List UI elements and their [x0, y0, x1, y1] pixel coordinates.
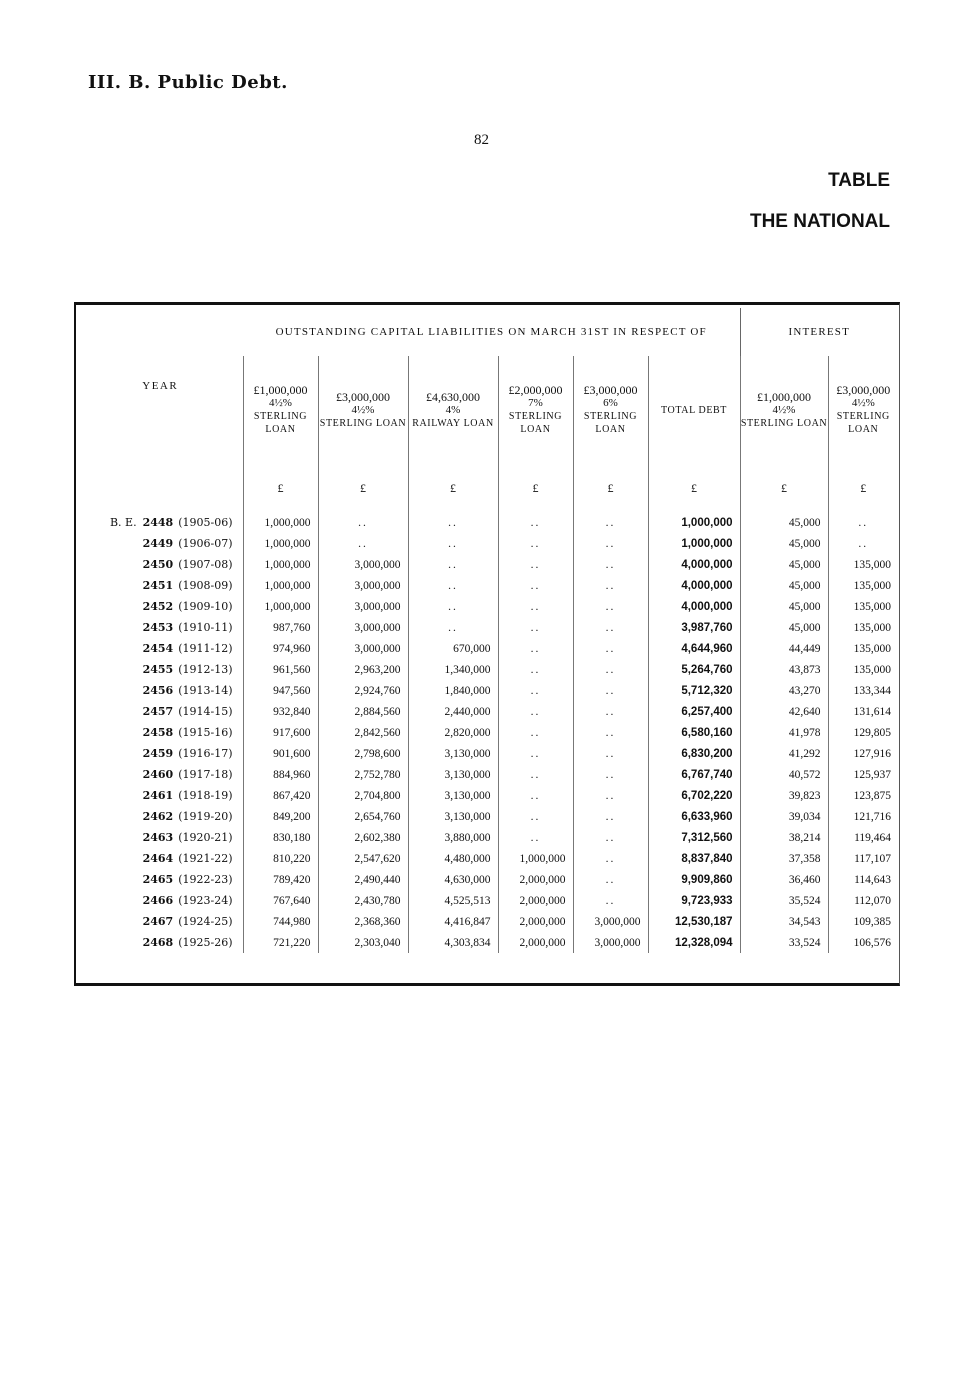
capital-liabilities-header: OUTSTANDING CAPITAL LIABILITIES ON MARCH 31ST IN RESPECT OF	[275, 325, 707, 338]
unit-symbol: £	[828, 464, 898, 512]
capital-6pct-cell: ..	[573, 827, 648, 848]
capital-1m-cell: 901,600	[243, 743, 318, 764]
capital-3m-cell: 2,963,200	[318, 659, 408, 680]
capital-3m-cell: 2,547,620	[318, 848, 408, 869]
gregorian-year: (1913-14)	[178, 684, 233, 697]
interest-1m-cell: 43,873	[740, 659, 828, 680]
year-cell	[78, 596, 243, 617]
year-cell	[78, 848, 243, 869]
total-debt-cell: 1,000,000	[648, 533, 740, 554]
table-row	[78, 596, 898, 617]
buddhist-era-year: 2455	[142, 663, 174, 676]
capital-2m-cell: ..	[498, 680, 573, 701]
col-header-interest-1m: £1,000,000 4½% STERLING LOAN	[740, 356, 828, 464]
interest-3m-cell: 127,916	[828, 743, 898, 764]
railway-cell: 3,880,000	[408, 827, 498, 848]
buddhist-era-year: 2463	[142, 831, 174, 844]
interest-3m-cell: 123,875	[828, 785, 898, 806]
buddhist-era-year: 2458	[142, 726, 174, 739]
gregorian-year: (1909-10)	[178, 600, 233, 613]
buddhist-era-year: 2467	[142, 915, 174, 928]
capital-1m-cell: 744,980	[243, 911, 318, 932]
table-row	[78, 743, 898, 764]
capital-6pct-cell: ..	[573, 890, 648, 911]
gregorian-year: (1915-16)	[178, 726, 233, 739]
capital-1m-cell: 810,220	[243, 848, 318, 869]
total-debt-cell: 12,328,094	[648, 932, 740, 953]
interest-3m-cell: 129,805	[828, 722, 898, 743]
gregorian-year: (1907-08)	[178, 558, 233, 571]
railway-cell: 1,840,000	[408, 680, 498, 701]
total-debt-cell: 5,712,320	[648, 680, 740, 701]
total-debt-cell: 8,837,840	[648, 848, 740, 869]
year-cell	[78, 512, 243, 533]
interest-1m-cell: 39,034	[740, 806, 828, 827]
gregorian-year: (1922-23)	[178, 873, 233, 886]
capital-2m-cell: 1,000,000	[498, 848, 573, 869]
interest-3m-cell: 119,464	[828, 827, 898, 848]
capital-6pct-cell: ..	[573, 764, 648, 785]
interest-3m-cell: 109,385	[828, 911, 898, 932]
capital-1m-cell: 947,560	[243, 680, 318, 701]
capital-6pct-cell: ..	[573, 638, 648, 659]
total-debt-cell: 12,530,187	[648, 911, 740, 932]
capital-2m-cell: ..	[498, 638, 573, 659]
table-row	[78, 554, 898, 575]
buddhist-era-year: 2453	[142, 621, 174, 634]
year-header: YEAR	[142, 380, 179, 392]
table-row	[78, 617, 898, 638]
interest-1m-cell: 38,214	[740, 827, 828, 848]
capital-2m-cell: 2,000,000	[498, 869, 573, 890]
capital-3m-cell: 2,602,380	[318, 827, 408, 848]
capital-6pct-cell: ..	[573, 617, 648, 638]
capital-1m-cell: 849,200	[243, 806, 318, 827]
capital-1m-cell: 721,220	[243, 932, 318, 953]
interest-3m-cell: 112,070	[828, 890, 898, 911]
col-header-sterling-2m: £2,000,000 7% STERLING LOAN	[498, 356, 573, 464]
gregorian-year: (1905-06)	[178, 516, 233, 529]
year-cell	[78, 533, 243, 554]
railway-cell: ..	[408, 512, 498, 533]
capital-6pct-cell: 3,000,000	[573, 911, 648, 932]
capital-3m-cell: ..	[318, 512, 408, 533]
capital-1m-cell: 961,560	[243, 659, 318, 680]
gregorian-year: (1921-22)	[178, 852, 233, 865]
interest-1m-cell: 34,543	[740, 911, 828, 932]
table-row	[78, 785, 898, 806]
year-cell	[78, 638, 243, 659]
capital-6pct-cell: ..	[573, 785, 648, 806]
table-row	[78, 638, 898, 659]
capital-6pct-cell: ..	[573, 722, 648, 743]
year-cell	[78, 743, 243, 764]
era-label: B. E.	[109, 516, 137, 529]
capital-3m-cell: 2,368,360	[318, 911, 408, 932]
buddhist-era-year: 2448	[142, 516, 174, 529]
capital-6pct-cell: ..	[573, 848, 648, 869]
capital-3m-cell: 2,490,440	[318, 869, 408, 890]
table-row	[78, 932, 898, 953]
capital-2m-cell: ..	[498, 659, 573, 680]
gregorian-year: (1906-07)	[178, 537, 233, 550]
interest-3m-cell: 121,716	[828, 806, 898, 827]
capital-6pct-cell: ..	[573, 512, 648, 533]
capital-2m-cell: ..	[498, 722, 573, 743]
interest-3m-cell: 135,000	[828, 575, 898, 596]
buddhist-era-year: 2451	[142, 579, 174, 592]
unit-symbol: £	[318, 464, 408, 512]
capital-2m-cell: ..	[498, 701, 573, 722]
table-row	[78, 722, 898, 743]
capital-6pct-cell: ..	[573, 596, 648, 617]
capital-2m-cell: ..	[498, 596, 573, 617]
capital-6pct-cell: 3,000,000	[573, 932, 648, 953]
capital-6pct-cell: ..	[573, 869, 648, 890]
year-cell	[78, 827, 243, 848]
capital-3m-cell: ..	[318, 533, 408, 554]
year-cell	[78, 554, 243, 575]
year-cell	[78, 764, 243, 785]
total-debt-cell: 6,580,160	[648, 722, 740, 743]
railway-cell: 3,130,000	[408, 764, 498, 785]
interest-3m-cell: 114,643	[828, 869, 898, 890]
total-debt-cell: 6,702,220	[648, 785, 740, 806]
interest-1m-cell: 42,640	[740, 701, 828, 722]
year-cell	[78, 911, 243, 932]
railway-cell: 4,480,000	[408, 848, 498, 869]
buddhist-era-year: 2460	[142, 768, 174, 781]
table-row	[78, 701, 898, 722]
interest-1m-cell: 37,358	[740, 848, 828, 869]
capital-1m-cell: 867,420	[243, 785, 318, 806]
capital-6pct-cell: ..	[573, 743, 648, 764]
interest-1m-cell: 43,270	[740, 680, 828, 701]
unit-symbol: £	[573, 464, 648, 512]
capital-1m-cell: 917,600	[243, 722, 318, 743]
table-row	[78, 680, 898, 701]
interest-1m-cell: 35,524	[740, 890, 828, 911]
capital-2m-cell: ..	[498, 806, 573, 827]
gregorian-year: (1916-17)	[178, 747, 233, 760]
interest-1m-cell: 33,524	[740, 932, 828, 953]
capital-2m-cell: ..	[498, 785, 573, 806]
col-header-total-debt: TOTAL DEBT	[648, 356, 740, 464]
col-header-interest-3m: £3,000,000 4½% STERLING LOAN	[828, 356, 898, 464]
capital-3m-cell: 3,000,000	[318, 596, 408, 617]
capital-3m-cell: 2,842,560	[318, 722, 408, 743]
year-cell	[78, 932, 243, 953]
total-debt-cell: 7,312,560	[648, 827, 740, 848]
capital-1m-cell: 1,000,000	[243, 533, 318, 554]
table-row	[78, 911, 898, 932]
capital-2m-cell: ..	[498, 554, 573, 575]
capital-2m-cell: ..	[498, 827, 573, 848]
year-cell	[78, 617, 243, 638]
interest-1m-cell: 40,572	[740, 764, 828, 785]
capital-2m-cell: 2,000,000	[498, 911, 573, 932]
capital-2m-cell: ..	[498, 575, 573, 596]
capital-1m-cell: 932,840	[243, 701, 318, 722]
year-cell	[78, 659, 243, 680]
interest-3m-cell: 125,937	[828, 764, 898, 785]
year-cell	[78, 869, 243, 890]
unit-symbol: £	[243, 464, 318, 512]
year-cell	[78, 806, 243, 827]
gregorian-year: (1917-18)	[178, 768, 233, 781]
total-debt-cell: 4,000,000	[648, 575, 740, 596]
unit-symbol: £	[648, 464, 740, 512]
year-cell	[78, 680, 243, 701]
table-label: TABLE	[828, 170, 890, 191]
capital-3m-cell: 3,000,000	[318, 554, 408, 575]
interest-1m-cell: 36,460	[740, 869, 828, 890]
capital-2m-cell: ..	[498, 764, 573, 785]
table-row	[78, 764, 898, 785]
capital-2m-cell: ..	[498, 743, 573, 764]
railway-cell: 3,130,000	[408, 806, 498, 827]
capital-2m-cell: 2,000,000	[498, 932, 573, 953]
interest-header: INTEREST	[740, 308, 898, 356]
year-cell	[78, 890, 243, 911]
buddhist-era-year: 2452	[142, 600, 174, 613]
gregorian-year: (1925-26)	[178, 936, 233, 949]
capital-2m-cell: ..	[498, 533, 573, 554]
total-debt-cell: 4,000,000	[648, 596, 740, 617]
total-debt-cell: 4,644,960	[648, 638, 740, 659]
total-debt-cell: 3,987,760	[648, 617, 740, 638]
capital-6pct-cell: ..	[573, 575, 648, 596]
interest-3m-cell: 117,107	[828, 848, 898, 869]
buddhist-era-year: 2466	[142, 894, 174, 907]
table-row	[78, 575, 898, 596]
railway-cell: 3,130,000	[408, 743, 498, 764]
interest-1m-cell: 41,978	[740, 722, 828, 743]
capital-3m-cell: 2,654,760	[318, 806, 408, 827]
interest-1m-cell: 45,000	[740, 533, 828, 554]
railway-cell: ..	[408, 554, 498, 575]
gregorian-year: (1912-13)	[178, 663, 233, 676]
capital-2m-cell: 2,000,000	[498, 890, 573, 911]
gregorian-year: (1924-25)	[178, 915, 233, 928]
capital-1m-cell: 1,000,000	[243, 554, 318, 575]
buddhist-era-year: 2462	[142, 810, 174, 823]
gregorian-year: (1923-24)	[178, 894, 233, 907]
interest-1m-cell: 45,000	[740, 554, 828, 575]
railway-cell: 3,130,000	[408, 785, 498, 806]
interest-3m-cell: 135,000	[828, 554, 898, 575]
capital-1m-cell: 767,640	[243, 890, 318, 911]
capital-1m-cell: 1,000,000	[243, 512, 318, 533]
buddhist-era-year: 2454	[142, 642, 174, 655]
interest-1m-cell: 41,292	[740, 743, 828, 764]
railway-cell: ..	[408, 575, 498, 596]
railway-cell: 670,000	[408, 638, 498, 659]
capital-1m-cell: 1,000,000	[243, 596, 318, 617]
interest-1m-cell: 44,449	[740, 638, 828, 659]
capital-3m-cell: 2,430,780	[318, 890, 408, 911]
capital-1m-cell: 974,960	[243, 638, 318, 659]
table-row	[78, 827, 898, 848]
total-debt-cell: 6,257,400	[648, 701, 740, 722]
capital-6pct-cell: ..	[573, 806, 648, 827]
capital-6pct-cell: ..	[573, 533, 648, 554]
table-row	[78, 659, 898, 680]
gregorian-year: (1920-21)	[178, 831, 233, 844]
buddhist-era-year: 2457	[142, 705, 174, 718]
capital-3m-cell: 2,752,780	[318, 764, 408, 785]
col-header-sterling-3m-capital: £3,000,000 4½% STERLING LOAN	[318, 356, 408, 464]
buddhist-era-year: 2465	[142, 873, 174, 886]
unit-symbol: £	[740, 464, 828, 512]
interest-3m-cell: 135,000	[828, 596, 898, 617]
interest-1m-cell: 45,000	[740, 512, 828, 533]
capital-3m-cell: 3,000,000	[318, 575, 408, 596]
total-debt-cell: 6,767,740	[648, 764, 740, 785]
buddhist-era-year: 2456	[142, 684, 174, 697]
capital-1m-cell: 987,760	[243, 617, 318, 638]
buddhist-era-year: 2459	[142, 747, 174, 760]
section-header: III. B. Public Debt.	[88, 72, 288, 93]
interest-1m-cell: 45,000	[740, 596, 828, 617]
unit-symbol: £	[498, 464, 573, 512]
total-debt-cell: 5,264,760	[648, 659, 740, 680]
interest-1m-cell: 45,000	[740, 575, 828, 596]
capital-2m-cell: ..	[498, 512, 573, 533]
capital-1m-cell: 789,420	[243, 869, 318, 890]
page-number: 82	[474, 132, 489, 148]
interest-3m-cell: ..	[828, 533, 898, 554]
col-header-sterling-1m-capital: £1,000,000 4½% STERLING LOAN	[243, 356, 318, 464]
gregorian-year: (1914-15)	[178, 705, 233, 718]
capital-3m-cell: 2,924,760	[318, 680, 408, 701]
buddhist-era-year: 2450	[142, 558, 174, 571]
buddhist-era-year: 2468	[142, 936, 174, 949]
capital-6pct-cell: ..	[573, 659, 648, 680]
gregorian-year: (1911-12)	[178, 642, 233, 655]
railway-cell: 1,340,000	[408, 659, 498, 680]
capital-1m-cell: 884,960	[243, 764, 318, 785]
unit-symbol: £	[408, 464, 498, 512]
railway-cell: ..	[408, 596, 498, 617]
capital-1m-cell: 830,180	[243, 827, 318, 848]
railway-cell: 4,416,847	[408, 911, 498, 932]
railway-cell: 2,820,000	[408, 722, 498, 743]
total-debt-cell: 1,000,000	[648, 512, 740, 533]
total-debt-cell: 9,909,860	[648, 869, 740, 890]
capital-2m-cell: ..	[498, 617, 573, 638]
public-debt-table	[78, 308, 898, 953]
buddhist-era-year: 2449	[142, 537, 174, 550]
capital-3m-cell: 2,303,040	[318, 932, 408, 953]
interest-3m-cell: 135,000	[828, 638, 898, 659]
total-debt-cell: 6,633,960	[648, 806, 740, 827]
capital-3m-cell: 3,000,000	[318, 638, 408, 659]
capital-6pct-cell: ..	[573, 680, 648, 701]
railway-cell: 2,440,000	[408, 701, 498, 722]
capital-6pct-cell: ..	[573, 701, 648, 722]
interest-3m-cell: 106,576	[828, 932, 898, 953]
table-row	[78, 512, 898, 533]
year-cell	[78, 785, 243, 806]
gregorian-year: (1919-20)	[178, 810, 233, 823]
total-debt-cell: 4,000,000	[648, 554, 740, 575]
year-cell	[78, 575, 243, 596]
table-row	[78, 869, 898, 890]
table-title: THE NATIONAL	[749, 211, 890, 232]
total-debt-cell: 9,723,933	[648, 890, 740, 911]
buddhist-era-year: 2464	[142, 852, 174, 865]
year-cell	[78, 722, 243, 743]
col-header-sterling-3m-6pct: £3,000,000 6% STERLING LOAN	[573, 356, 648, 464]
railway-cell: 4,303,834	[408, 932, 498, 953]
capital-3m-cell: 3,000,000	[318, 617, 408, 638]
table-row	[78, 848, 898, 869]
total-debt-cell: 6,830,200	[648, 743, 740, 764]
interest-1m-cell: 45,000	[740, 617, 828, 638]
interest-3m-cell: 135,000	[828, 617, 898, 638]
table-row	[78, 890, 898, 911]
unit-row	[78, 464, 898, 512]
buddhist-era-year: 2461	[142, 789, 174, 802]
railway-cell: ..	[408, 617, 498, 638]
capital-3m-cell: 2,798,600	[318, 743, 408, 764]
railway-cell: 4,630,000	[408, 869, 498, 890]
interest-3m-cell: 131,614	[828, 701, 898, 722]
table-row	[78, 806, 898, 827]
interest-3m-cell: 133,344	[828, 680, 898, 701]
col-header-railway-loan: £4,630,000 4% RAILWAY LOAN	[408, 356, 498, 464]
table-row	[78, 533, 898, 554]
capital-3m-cell: 2,704,800	[318, 785, 408, 806]
interest-1m-cell: 39,823	[740, 785, 828, 806]
gregorian-year: (1918-19)	[178, 789, 233, 802]
interest-3m-cell: 135,000	[828, 659, 898, 680]
year-cell	[78, 701, 243, 722]
capital-1m-cell: 1,000,000	[243, 575, 318, 596]
capital-3m-cell: 2,884,560	[318, 701, 408, 722]
capital-6pct-cell: ..	[573, 554, 648, 575]
railway-cell: 4,525,513	[408, 890, 498, 911]
gregorian-year: (1910-11)	[178, 621, 233, 634]
railway-cell: ..	[408, 533, 498, 554]
gregorian-year: (1908-09)	[178, 579, 233, 592]
interest-3m-cell: ..	[828, 512, 898, 533]
